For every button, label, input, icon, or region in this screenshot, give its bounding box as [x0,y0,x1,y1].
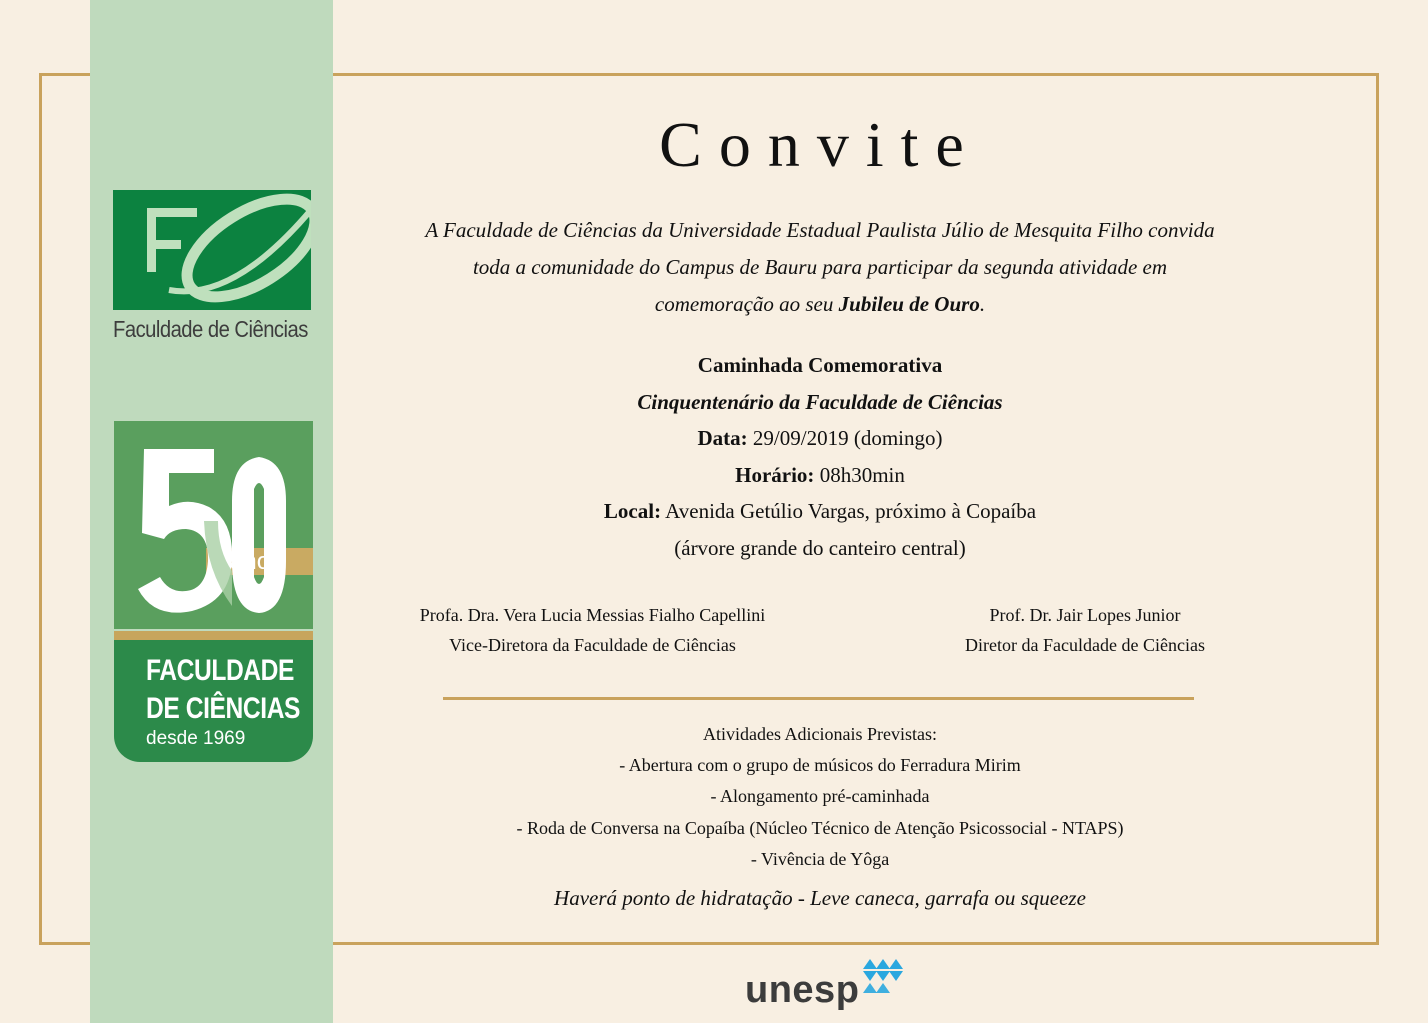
list-item: - Vivência de Yôga [750,848,890,869]
event-date [360,420,1280,457]
intro-text: A Faculdade de Ciências da Universidade Estadual Paulista Júlio de Mesquita Filho convida toda a comunidade do Campus de Bauru para participar da segunda atividade em comemoração ao seu [425,218,1215,316]
date-value: 29/09/2019 (domingo) [752,426,943,450]
fifty-numeral-icon [114,421,313,629]
signature-name: Profa. Dra. Vera Lucia Messias Fialho Capellini [419,605,766,625]
anos-label: anos [230,548,283,575]
event-name: Caminhada Comemorativa [697,353,943,377]
hydration-note: Haverá ponto de hidratação - Leve caneca, garrafa ou squeeze [554,886,1086,910]
list-item: - Alongamento pré-caminhada [710,786,930,807]
fc-logo-label: Faculdade de Ciências [113,316,308,342]
list-item: - Roda de Conversa na Copaíba (Núcleo Técnico de Atenção Psicossocial - NTAPS) [516,817,1124,838]
unesp-logo [745,957,915,1017]
event-details [360,347,1280,566]
anniversary-line1: FACULDADE [146,654,295,687]
intro-highlight: Jubileu de Ouro [838,292,980,316]
unesp-triangles-icon [857,957,909,993]
event-subtitle: Cinquentenário da Faculdade de Ciências [637,389,1003,414]
signature-role: Vice-Diretora da Faculdade de Ciências [449,635,736,655]
list-item: - Abertura com o grupo de músicos do Ferradura Mirim [619,755,1021,776]
signature-director [930,600,1240,660]
gold-divider [443,697,1194,700]
date-label: Data: [697,426,748,450]
place-value: Avenida Getúlio Vargas, próximo à Copaíba [665,499,1037,523]
fifty-years-logo [114,421,313,762]
additional-activities [360,719,1280,875]
faculdade-ciencias-logo [113,190,313,343]
time-label: Horário: [735,462,815,487]
event-time [360,457,1280,494]
intro-paragraph [360,212,1280,323]
event-place [360,493,1280,530]
intro-end: . [979,292,986,316]
place-label: Local: [603,499,662,523]
page-title: Convite [659,109,981,180]
fifty-years-panel [114,421,313,629]
signature-vice-director [370,600,815,660]
signature-role: Diretor da Faculdade de Ciências [965,635,1205,655]
unesp-wordmark: unesp [745,969,860,1011]
fc-emblem-icon [113,190,311,310]
anniversary-line2: DE CIÊNCIAS [146,692,301,725]
time-value: 08h30min [819,462,905,487]
event-place-note: (árvore grande do canteiro central) [674,535,966,560]
activities-heading: Atividades Adicionais Previstas: [703,724,937,744]
gold-band [114,631,313,640]
anniversary-since: desde 1969 [146,728,246,749]
fifty-years-text-block [114,640,313,762]
signature-name: Prof. Dr. Jair Lopes Junior [989,605,1181,625]
